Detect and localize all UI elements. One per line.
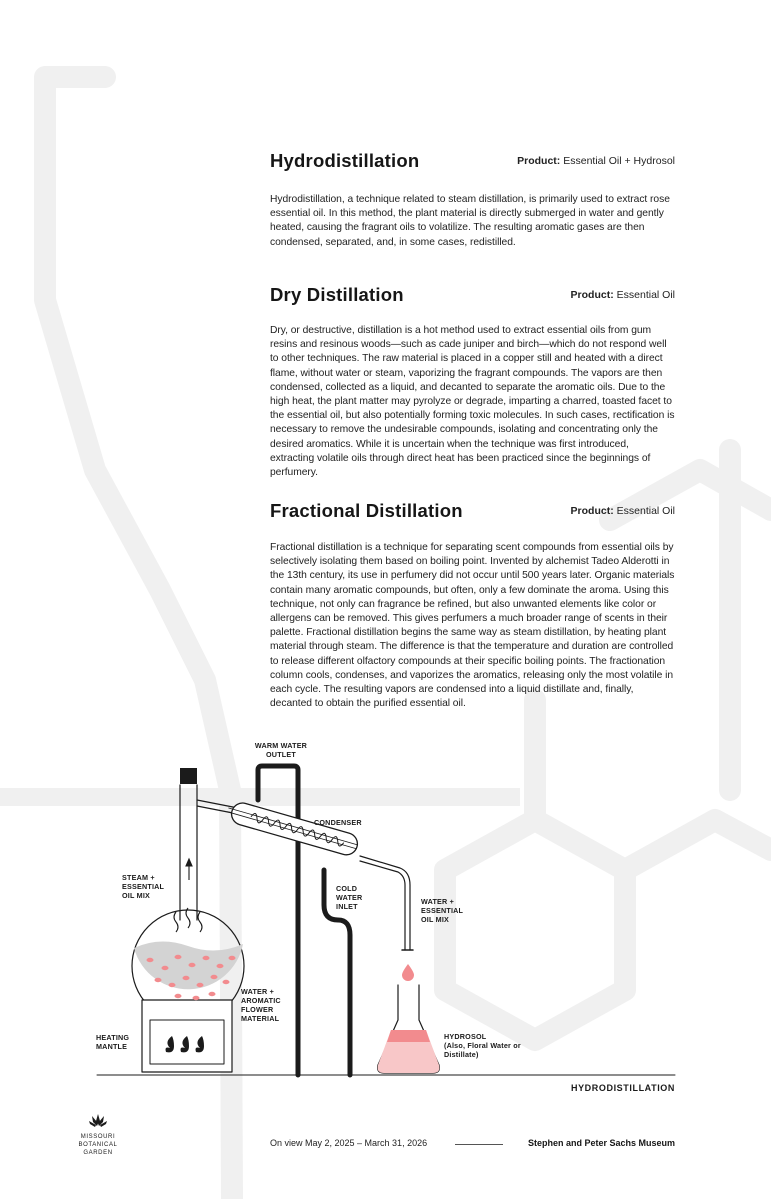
condenser — [225, 799, 360, 857]
petal — [175, 955, 182, 959]
label-water-flower-material: WATER + AROMATIC FLOWER MATERIAL — [241, 987, 281, 1023]
petal — [147, 958, 154, 962]
section-body: Dry, or destructive, distillation is a hot method used to extract essential oils from gum resins and resinous woods—such as cade juniper and birch—which do not respond well to other techniques. The raw material is placed in a copper still and heated with a direct flame, without water or steam, vaporizing the fragrant compounds. The vapors are then condensed, collected as a liquid, and decanted to separate the aromatic oils. Due to the high heat, the plant matter may pyrolyze or degrade, imparting a charred, toasted facet to the essential oil, but also potentially forming toxic molecules. In such cases, rectification is necessary to remove the undesirable compounds, isolating and concentrating only the desired aromatics. While it is uncertain when the technique was first introduced, extracting volatile oils through direct heat has been practiced since the beginnings of perfumery. — [270, 325, 675, 479]
petal — [189, 963, 196, 967]
label-hydrosol-note: (Also, Floral Water or Distillate) — [444, 1041, 521, 1059]
footer-divider — [455, 1144, 503, 1145]
logo-text: MISSOURI BOTANICAL GARDEN — [78, 1134, 118, 1156]
petal — [217, 964, 224, 968]
label-warm-water-outlet: WARM WATER OUTLET — [254, 741, 308, 759]
petal — [209, 992, 216, 996]
section-body: Hydrodistillation, a technique related to steam distillation, is primarily used to extract rose essential oil. In this method, the plant material is directly submerged in water and gently heated, causing the fragrant oils to volatilize. The resulting aromatic gases are then condensed, separated, and, in some cases, redistilled. — [270, 194, 670, 248]
flower-logo-icon — [88, 1112, 108, 1128]
petal — [155, 978, 162, 982]
petal — [223, 980, 230, 984]
flask-stopper — [180, 768, 197, 784]
section-body: Fractional distillation is a technique for separating scent compounds from essential oils by selectively isolating them based on boiling point. Invented by alchemist Tadeo Alderotti in the 13th century, its use in perfumery did not occur until 500 years later. Organic materials contain many aromatic compounds, but often, only a few dominate the aroma. Using this technique, not only can fragrance be refined, but also unwanted elements like color or allergens can be removed. This gives perfumers a much broader range of scents in their palette. Fractional distillation begins the same way as steam distillation, by heating plant material through steam. The difference is that the temperature and duration are controlled to release different olfactory compounds at their specific boiling points. The fractionation column cools, condenses, and vaporizes the aromatics, releasing only the most volatile in each cycle. The resulting vapors are condensed into a liquid distillate and, finally, decanted to obtain the purified essential oil. — [270, 542, 675, 710]
product-label: Product: — [570, 505, 614, 517]
product-label: Product: — [570, 289, 614, 301]
missouri-botanical-garden-logo — [74, 1112, 122, 1157]
museum-name: Stephen and Peter Sachs Museum — [527, 1138, 675, 1148]
label-cold-water-inlet: COLD WATER INLET — [336, 884, 363, 911]
product-value: Essential Oil + Hydrosol — [563, 155, 675, 167]
product-value: Essential Oil — [616, 289, 675, 301]
diagram-title: HYDRODISTILLATION — [570, 1083, 675, 1093]
petal — [211, 975, 218, 979]
petal — [193, 996, 200, 1000]
petal — [175, 994, 182, 998]
product-value: Essential Oil — [616, 505, 675, 517]
petal — [169, 983, 176, 987]
petal — [183, 976, 190, 980]
product-label: Product: — [517, 155, 561, 167]
flask-neck — [180, 785, 197, 920]
petal — [197, 983, 204, 987]
footer — [270, 1138, 675, 1152]
label-hydrosol — [444, 1032, 524, 1059]
petal — [162, 966, 169, 970]
label-steam-oil-mix: STEAM + ESSENTIAL OIL MIX — [122, 873, 165, 900]
steam-icon — [174, 908, 202, 932]
section-title: Fractional Distillation — [270, 500, 463, 521]
label-water-oil-mix: WATER + ESSENTIAL OIL MIX — [421, 897, 464, 924]
droplet-icon — [402, 964, 414, 981]
label-condenser: CONDENSER — [314, 818, 362, 827]
arrow-up-icon — [186, 859, 192, 880]
hydrosol-top-layer — [387, 1030, 430, 1042]
label-hydrosol-title: HYDROSOL — [444, 1032, 487, 1041]
petal — [229, 956, 236, 960]
section-title: Hydrodistillation — [270, 150, 420, 171]
exhibition-dates: On view May 2, 2025 – March 31, 2026 — [270, 1138, 428, 1148]
petal — [203, 956, 210, 960]
label-heating-mantle: HEATING MANTLE — [96, 1033, 130, 1051]
section-title: Dry Distillation — [270, 284, 404, 305]
